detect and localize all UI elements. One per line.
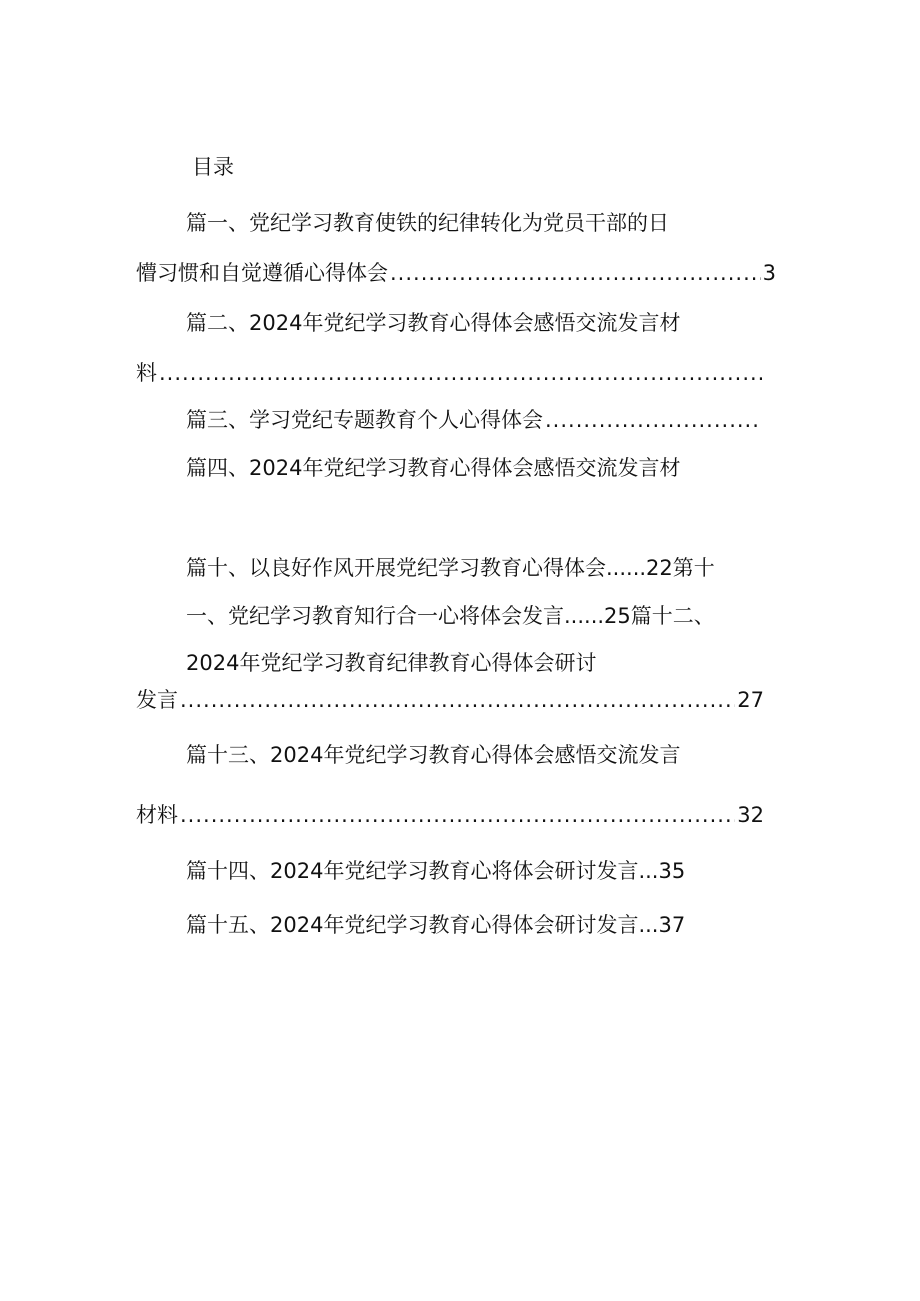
toc-leader-dots (545, 405, 762, 435)
toc-leader-dots (390, 258, 761, 288)
toc-entry-2-line-1: 篇二、2024年党纪学习教育心得体会感悟交流发言材 (186, 311, 681, 335)
toc-entry-text: 懵习惯和自觉遵循心得体会 (136, 261, 388, 285)
toc-entry-13-line-2 (136, 800, 764, 830)
toc-entry-12-line-2 (136, 685, 764, 715)
toc-page-number: 3 (762, 261, 776, 285)
toc-entry-12-line-1: 2024年党纪学习教育纪律教育心得体会研讨 (186, 651, 597, 675)
toc-page-number: 27 (737, 688, 764, 712)
toc-entry-text: 料 (136, 361, 157, 385)
toc-entry-14: 篇十四、2024年党纪学习教育心将体会研讨发言...35 (186, 859, 686, 883)
toc-page-number: 32 (737, 803, 764, 827)
toc-entry-15: 篇十五、2024年党纪学习教育心得体会研讨发言...37 (186, 913, 686, 937)
toc-entry-10: 篇十、以良好作风开展党纪学习教育心得体会......22第十 (186, 556, 715, 580)
toc-entry-13-line-1: 篇十三、2024年党纪学习教育心得体会感悟交流发言 (186, 743, 681, 767)
toc-entry-1-line-2 (136, 258, 776, 288)
toc-entry-text: 篇三、学习党纪专题教育个人心得体会 (186, 408, 543, 432)
toc-entry-1-line-1: 篇一、党纪学习教育使铁的纪律转化为党员干部的日 (186, 211, 669, 235)
toc-leader-dots (180, 800, 735, 830)
toc-title: 目录 (192, 155, 234, 179)
toc-entry-2-line-2 (136, 358, 764, 388)
toc-entry-4-line-1: 篇四、2024年党纪学习教育心得体会感悟交流发言材 (186, 456, 681, 480)
toc-entry-11: 一、党纪学习教育知行合一心将体会发言......25篇十二、 (186, 604, 715, 628)
toc-entry-text: 发言 (136, 688, 178, 712)
toc-leader-dots (159, 358, 762, 388)
toc-entry-text: 材料 (136, 803, 178, 827)
toc-leader-dots (180, 685, 735, 715)
toc-entry-3 (186, 405, 764, 435)
